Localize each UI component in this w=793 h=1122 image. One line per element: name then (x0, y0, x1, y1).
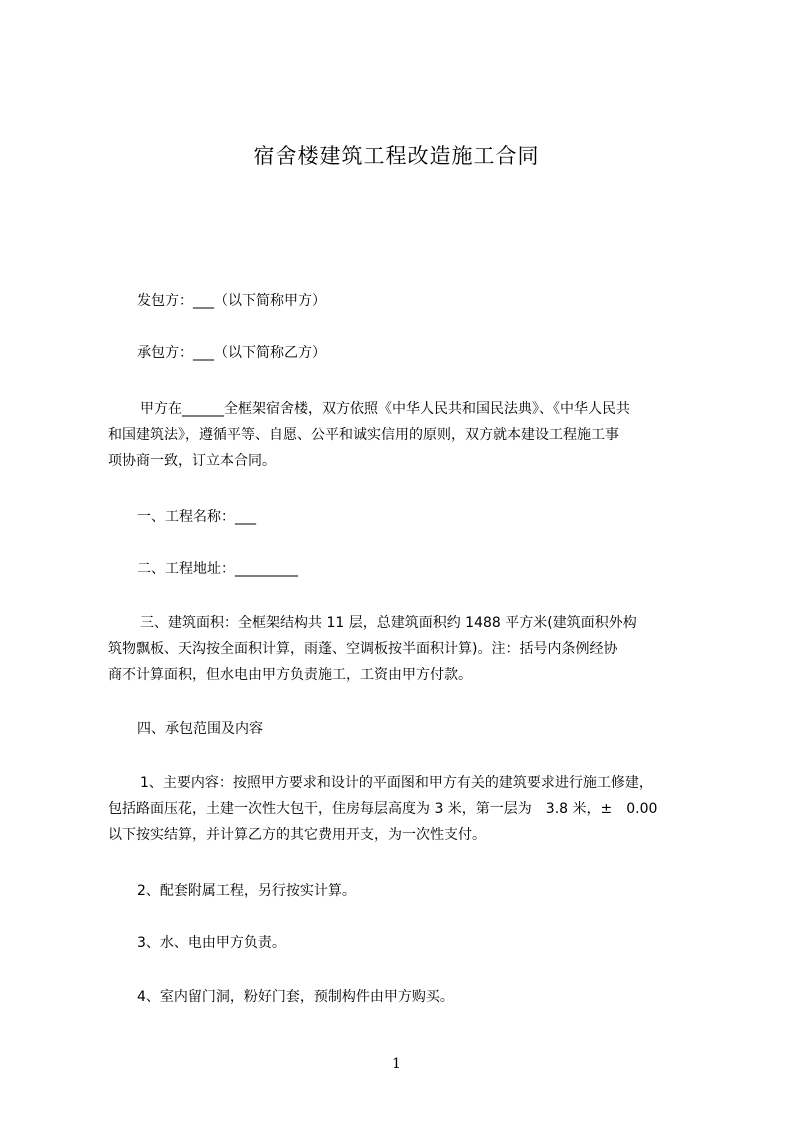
party-b-line: 承包方：___（以下简称乙方） (137, 345, 326, 361)
section-3-line-2: 筑物飘板、天沟按全面积计算，雨蓬、空调板按半面积计算)。注：括号内条例经协 (108, 641, 618, 657)
item-1-line-3: 以下按实结算，并计算乙方的其它费用开支，为一次性支付。 (108, 827, 486, 843)
intro-line-1: 甲方在______全框架宿舍楼，双方依照《中华人民共和国民法典》、《中华人民共 (140, 401, 630, 417)
document-title: 宿舍楼建筑工程改造施工合同 (253, 144, 540, 168)
section-2-project-address: 二、工程地址：_________ (137, 561, 298, 577)
section-3-line-1: 三、建筑面积：全框架结构共 11 层，总建筑面积约 1488 平方米(建筑面积外构 (140, 615, 637, 631)
item-2: 2、配套附属工程，另行按实计算。 (137, 883, 356, 899)
item-1-line-2: 包括路面压花，土建一次性大包干，住房每层高度为 3 米，第一层为 3.8 米，± 0.00 (108, 801, 658, 817)
item-3: 3、水、电由甲方负责。 (137, 935, 286, 951)
intro-line-3: 项协商一致，订立本合同。 (108, 453, 276, 469)
page-number: 1 (392, 1056, 401, 1072)
section-4-heading: 四、承包范围及内容 (137, 721, 263, 737)
section-3-line-3: 商不计算面积，但水电由甲方负责施工，工资由甲方付款。 (108, 667, 472, 683)
item-4: 4、室内留门洞，粉好门套，预制构件由甲方购买。 (137, 989, 454, 1005)
party-a-line: 发包方：___（以下简称甲方） (137, 293, 326, 309)
section-1-project-name: 一、工程名称：___ (137, 509, 256, 525)
item-1-line-1: 1、主要内容：按照甲方要求和设计的平面图和甲方有关的建筑要求进行施工修建， (140, 775, 653, 791)
intro-line-2: 和国建筑法》，遵循平等、自愿、公平和诚实信用的原则，双方就本建设工程施工事 (108, 427, 619, 443)
